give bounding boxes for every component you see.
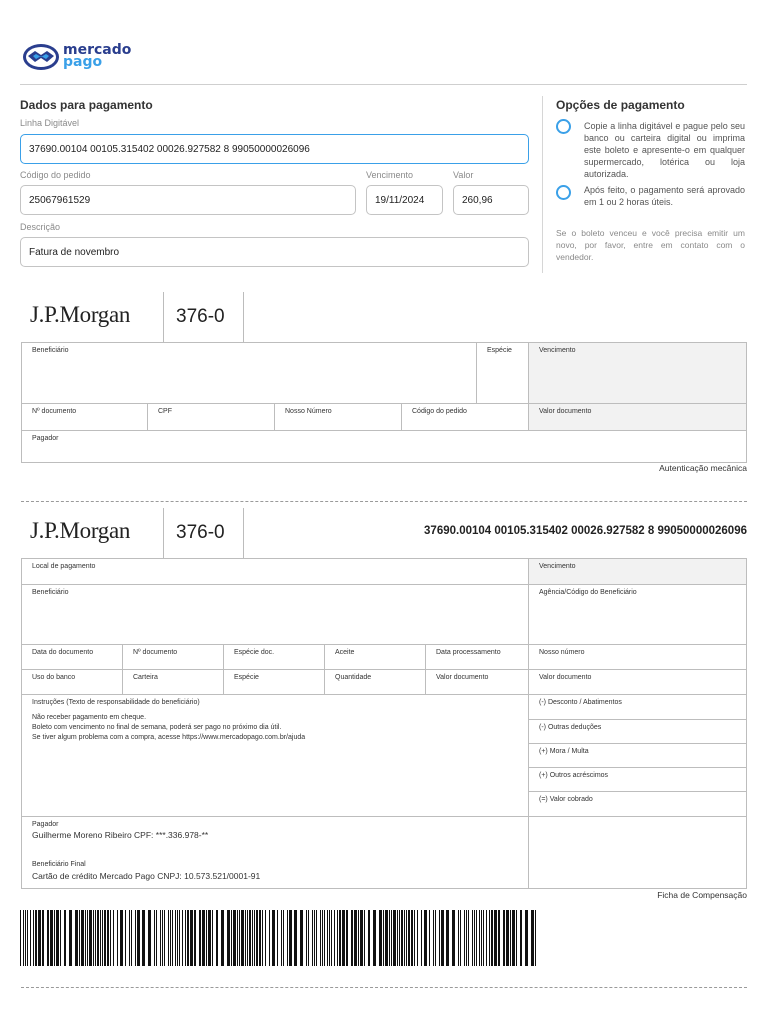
ficha-compensacao: Ficha de Compensação — [657, 890, 747, 900]
slip-desconto-label: (-) Desconto / Abatimentos — [539, 699, 622, 706]
slip-aceite-label: Aceite — [335, 649, 355, 656]
receipt-vencimento — [528, 342, 747, 404]
receipt-vencimento-label: Vencimento — [539, 347, 576, 354]
options-section-title: Opções de pagamento — [556, 98, 685, 112]
receipt-codigo-pedido-label: Código do pedido — [412, 408, 467, 415]
descricao-label: Descrição — [20, 222, 61, 232]
option-2-text: Após feito, o pagamento será aprovado em 1 ou 2 horas úteis. — [584, 185, 745, 207]
slip-data-processamento-label: Data processamento — [436, 649, 501, 656]
cut-line-2 — [21, 987, 747, 988]
bank-code: 376-0 — [176, 306, 225, 327]
brand-line1: mercado — [63, 42, 132, 58]
bank-divider-left-2 — [163, 508, 164, 558]
slip-data-documento — [21, 644, 123, 670]
slip-valor-documento-label: Valor documento — [539, 674, 592, 681]
slip-agencia-label: Agência/Código do Beneficiário — [539, 589, 637, 596]
slip-desconto — [528, 694, 747, 720]
option-2-radio[interactable] — [556, 185, 571, 200]
slip-nosso-numero — [528, 644, 747, 670]
vencimento-value: 19/11/2024 — [375, 194, 425, 206]
receipt-n-documento-label: Nº documento — [32, 408, 77, 415]
slip-beneficiario — [21, 584, 529, 645]
slip-vencimento-label: Vencimento — [539, 563, 576, 570]
receipt-valor-documento-label: Valor documento — [539, 408, 592, 415]
slip-valor-documento-mid-label: Valor documento — [436, 674, 489, 681]
slip-data-documento-label: Data do documento — [32, 649, 94, 656]
slip-outros-acrescimos — [528, 767, 747, 792]
slip-especie-doc — [223, 644, 325, 670]
slip-pagador-label: Pagador — [32, 821, 59, 828]
receipt-pagador-label: Pagador — [32, 435, 59, 442]
receipt-especie — [476, 342, 529, 404]
slip-quantidade — [324, 669, 426, 695]
slip-aceite — [324, 644, 426, 670]
receipt-nosso-numero-label: Nosso Número — [285, 408, 332, 415]
codigo-pedido-field[interactable] — [20, 185, 356, 215]
slip-beneficiario-final-value: Cartão de crédito Mercado Pago CNPJ: 10.573.521/0001-91 — [32, 871, 261, 881]
option-1-text: Copie a linha digitável e pague pelo seu banco ou carteira digital ou imprima este boleto e apresente-o em qualquer supermercado, lotérica ou loja autorizada. — [584, 121, 745, 179]
linha-digitavel-value: 37690.00104 00105.315402 00026.927582 8 99050000026096 — [29, 143, 310, 155]
linha-digitavel-label: Linha Digitável — [20, 118, 80, 128]
slip-valor-cobrado-label: (=) Valor cobrado — [539, 796, 593, 803]
slip-valor-documento-mid — [425, 669, 529, 695]
valor-field[interactable] — [453, 185, 529, 215]
bank-divider-right — [243, 292, 244, 342]
cut-line-1 — [21, 501, 747, 502]
codigo-pedido-label: Código do pedido — [20, 170, 91, 180]
bank-divider-right-2 — [243, 508, 244, 558]
bank-code-2: 376-0 — [176, 522, 225, 543]
instruction-line-3: Se tiver algum problema com a compra, acesse https://www.mercadopago.com.br/ajuda — [32, 734, 306, 741]
slip-especie — [223, 669, 325, 695]
descricao-value: Fatura de novembro — [29, 246, 120, 258]
slip-outros-acrescimos-label: (+) Outros acréscimos — [539, 772, 609, 779]
barcode — [20, 910, 536, 966]
section-divider — [542, 96, 543, 273]
slip-vencimento — [528, 558, 747, 585]
vencimento-label: Vencimento — [366, 170, 414, 180]
slip-local-pagamento-label: Local de pagamento — [32, 563, 96, 570]
receipt-nosso-numero — [274, 403, 402, 431]
expired-note: Se o boleto venceu e você precisa emitir um novo, por favor, entre em contato com o vendedor. — [556, 228, 745, 262]
receipt-pagador — [21, 430, 747, 463]
receipt-cpf — [147, 403, 275, 431]
slip-quantidade-label: Quantidade — [335, 674, 372, 681]
slip-especie-doc-label: Espécie doc. — [234, 649, 275, 656]
option-1-radio[interactable] — [556, 119, 571, 134]
receipt-n-documento — [21, 403, 148, 431]
slip-valor-documento — [528, 669, 747, 695]
slip-uso-banco — [21, 669, 123, 695]
slip-outras-deducoes — [528, 719, 747, 744]
receipt-cpf-label: CPF — [158, 408, 172, 415]
slip-mora-multa — [528, 743, 747, 768]
slip-data-processamento — [425, 644, 529, 670]
slip-nosso-numero-label: Nosso número — [539, 649, 585, 656]
slip-especie-label: Espécie — [234, 674, 259, 681]
receipt-especie-label: Espécie — [487, 347, 512, 354]
slip-mora-multa-label: (+) Mora / Multa — [539, 748, 589, 755]
receipt-codigo-pedido — [401, 403, 529, 431]
receipt-beneficiario — [21, 342, 477, 404]
receipt-valor-documento — [528, 403, 747, 431]
payment-section-title: Dados para pagamento — [20, 98, 153, 112]
slip-uso-banco-label: Uso do banco — [32, 674, 76, 681]
header-divider — [20, 84, 747, 85]
slip-carteira-label: Carteira — [133, 674, 158, 681]
bank-logo: J.P.Morgan — [30, 302, 131, 327]
slip-outras-deducoes-label: (-) Outras deduções — [539, 724, 602, 731]
slip-pagador-value: Guilherme Moreno Ribeiro CPF: ***.336.978-** — [32, 830, 209, 840]
valor-value: 260,96 — [462, 194, 493, 206]
slip-beneficiario-final-label: Beneficiário Final — [32, 861, 86, 868]
brand-line2: pago — [63, 54, 103, 70]
slip-n-documento — [122, 644, 224, 670]
slip-linha-digitavel: 37690.00104 00105.315402 00026.927582 8 99050000026096 — [424, 525, 747, 537]
slip-n-documento-label: Nº documento — [133, 649, 178, 656]
mercado-pago-logo — [22, 42, 132, 74]
vencimento-field[interactable] — [366, 185, 443, 215]
instruction-line-2: Boleto com vencimento no final de semana, poderá ser pago no próximo dia útil. — [32, 724, 282, 731]
slip-beneficiario-label: Beneficiário — [32, 589, 69, 596]
slip-agencia — [528, 584, 747, 645]
codigo-pedido-value: 25067961529 — [29, 194, 91, 206]
handshake-icon — [22, 42, 60, 72]
slip-carteira — [122, 669, 224, 695]
bank-divider-left — [163, 292, 164, 342]
instruction-line-1: Não receber pagamento em cheque. — [32, 714, 147, 721]
descricao-field[interactable] — [20, 237, 529, 267]
valor-label: Valor — [453, 170, 474, 180]
slip-instrucoes — [21, 694, 529, 817]
bank-logo-2: J.P.Morgan — [30, 518, 131, 543]
slip-pagador — [21, 816, 529, 889]
linha-digitavel-field[interactable] — [20, 134, 529, 164]
slip-valor-cobrado — [528, 791, 747, 817]
slip-local-pagamento — [21, 558, 529, 585]
slip-instrucoes-label: Instruções (Texto de responsabilidade do beneficiário) — [32, 699, 200, 706]
slip-pagador-right — [528, 816, 747, 889]
receipt-beneficiario-label: Beneficiário — [32, 347, 69, 354]
autenticacao-mecanica: Autenticação mecânica — [659, 463, 747, 473]
